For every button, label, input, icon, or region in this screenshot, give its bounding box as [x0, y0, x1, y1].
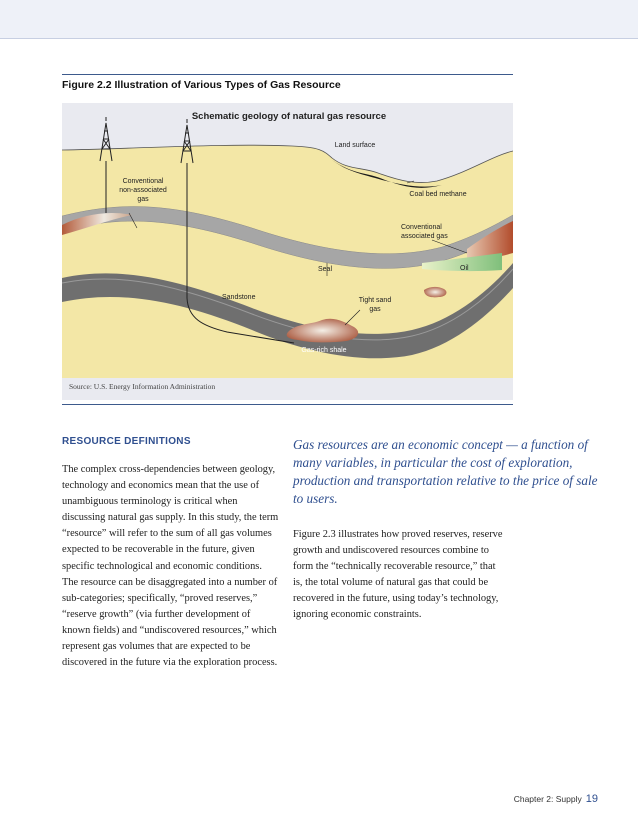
- label-coal-bed-methane: Coal bed methane: [409, 191, 467, 198]
- label-non-associated-2: non-associated: [119, 187, 167, 194]
- figure-title: Schematic geology of natural gas resource: [191, 111, 387, 122]
- right-paragraph: Figure 2.3 illustrates how proved reserves, reserve growth and undiscovered resources combine to form the “technically recoverable resource,” that is, the total volume of natural gas that could be recovered in the future, using today’s technology, ignoring economic constraints.: [293, 529, 503, 621]
- geology-figure: [62, 103, 513, 400]
- label-sandstone: Sandstone: [222, 294, 256, 301]
- figure-bottom-rule: [62, 404, 513, 405]
- label-non-associated-1: Conventional: [122, 178, 164, 185]
- label-oil: Oil: [460, 265, 469, 272]
- pull-quote: Gas resources are an economic concept — a function of many variables, in particular the cost of exploration, production and transportation relative to the price of sale to users.: [293, 437, 598, 506]
- label-seal: Seal: [318, 266, 333, 273]
- label-associated-1: Conventional: [401, 224, 442, 231]
- label-non-associated-3: gas: [137, 196, 149, 203]
- caption-top-rule: [62, 74, 513, 75]
- page-top-band: [0, 0, 638, 39]
- page-footer: [480, 793, 598, 805]
- footer-chapter: Chapter 2: Supply: [513, 794, 582, 804]
- label-land-surface: Land surface: [334, 142, 376, 149]
- label-associated-2: associated gas: [401, 233, 448, 240]
- geology-schematic-svg: [62, 103, 513, 400]
- label-gas-rich-shale: Gas-rich shale: [301, 347, 347, 354]
- label-tight-sand-1: Tight sand: [358, 297, 392, 304]
- figure-source: Source: U.S. Energy Information Administration: [69, 382, 216, 391]
- left-paragraph: The complex cross-dependencies between geology, technology and economics mean that the use of unambiguous terminology is critical when discussing natural gas supply. In this study, the term “resource” will refer to the sum of all gas volumes expected to be recoverable in the future, given specific technological and economic conditions. The resource can be disaggregated into a number of sub-categories; specifically, “proved reserves,” “reserve growth” (via further development of known fields) and “undiscovered resources,” which represent gas volumes that are expected to be discovered in the future via the exploration process.: [62, 464, 279, 669]
- section-heading: RESOURCE DEFINITIONS: [62, 436, 191, 447]
- footer-page-number: 19: [585, 793, 598, 805]
- figure-caption: Figure 2.2 Illustration of Various Types of Gas Resource: [62, 79, 341, 91]
- label-tight-sand-2: gas: [369, 306, 381, 313]
